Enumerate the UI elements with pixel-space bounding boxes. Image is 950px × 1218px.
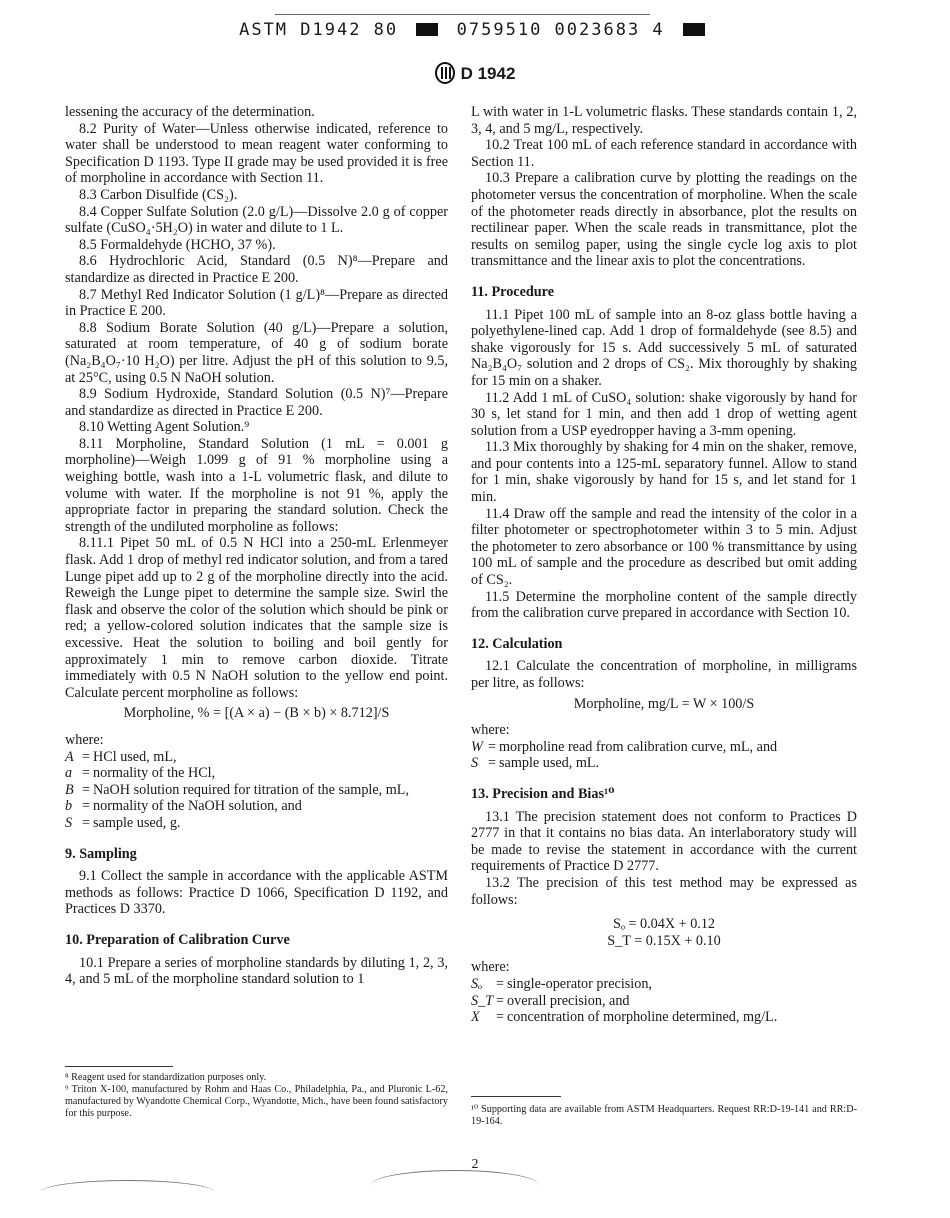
definition-list (471, 976, 857, 1026)
paragraph: lessening the accuracy of the determination. (65, 104, 315, 120)
definition-list (65, 749, 448, 832)
footnotes-right (471, 1104, 857, 1128)
heading-calculation: 12. Calculation (471, 635, 563, 652)
formula-morpholine-mgl: Morpholine, mg/L = W × 100/S (573, 695, 755, 712)
footnote-10: ¹⁰ Supporting data are available from ASTM Headquarters. Request RR:D-19-141 and RR:D-19-164. (471, 1104, 857, 1127)
scan-artifact-right (370, 1170, 540, 1201)
heading-calibration-curve: 10. Preparation of Calibration Curve (65, 931, 290, 948)
formula-single-operator: Sₒ = 0.04X + 0.12 (612, 916, 716, 933)
section-10-1: 10.1 Prepare a series of morpholine standards by diluting 1, 2, 3, 4, and 5 mL of the morpholine standard solution to 1 (65, 954, 448, 988)
definition-item: b = normality of the NaOH solution, and (65, 798, 302, 815)
definition-item: W = morpholine read from calibration curve, mL, and (471, 738, 778, 755)
definition-list (471, 739, 857, 772)
left-column (65, 104, 448, 988)
definition-item: S = sample used, g. (65, 814, 181, 831)
section-12-1: 12.1 Calculate the concentration of morpholine, in milligrams per litre, as follows: (471, 658, 857, 691)
section-10-3: 10.3 Prepare a calibration curve by plotting the readings on the photometer versus the concentration of morpholine. When the scale of the photometer reads directly in absorbance, plot the results on rectilinear paper. When the scale reads in transmittance, plot the results on semilog paper, using the single cycle log axis to plot transmittance and the linear axis to plot the concentrations. (471, 170, 857, 270)
heading-precision-bias: 13. Precision and Bias¹⁰ (471, 785, 615, 802)
formula-morpholine-percent: Morpholine, % = [(A × a) − (B × b) × 8.712]/S (123, 705, 390, 722)
code-left: ASTM D1942 80 (239, 20, 399, 40)
section-13-2: 13.2 The precision of this test method may be expressed as follows: (471, 874, 857, 908)
definition-item: B = NaOH solution required for titration of the sample, mL, (65, 781, 409, 798)
section-8-8: 8.8 Sodium Borate Solution (40 g/L)—Prepare a solution, saturated at room temperature, of 40 g of sodium borate (Na₂B₄O₇·10 H₂O) per litre. Adjust the pH of this solution to 9.5, at 25°C, using 0.5 N NaOH solution. (65, 319, 448, 386)
section-8-6: 8.6 Hydrochloric Acid, Standard (0.5 N)⁸—Prepare and standardize as directed in Practice E 200. (65, 253, 448, 286)
scan-artifact-left (40, 1180, 215, 1205)
section-11-3: 11.3 Mix thoroughly by shaking for 4 min on the shaker, remove, and pour contents into a 125-mL separatory funnel. Allow to stand for 1 min, shake vigorously by hand for 15 s, and let stand for 1 min. (471, 439, 857, 506)
designation-text: D 1942 (460, 64, 516, 83)
section-9-1: 9.1 Collect the sample in accordance with the applicable ASTM methods as follows: Practice D 1066, Specification D 1192, and Practices D 3370. (65, 868, 448, 918)
section-8-5: 8.5 Formaldehyde (HCHO, 37 %). (79, 236, 276, 253)
definition-item: Sₒ = single-operator precision, (471, 975, 652, 992)
section-8-7: 8.7 Methyl Red Indicator Solution (1 g/L)⁸—Prepare as directed in Practice E 200. (65, 286, 448, 320)
footnote-9: ⁹ Triton X-100, manufactured by Rohm and Haas Co., Philadelphia, Pa., and Pluronic L-62, manufactured by Wyandotte Chemical Corp., Wyandotte, Mich., have been found satisfactory for this purpose. (65, 1084, 448, 1119)
definition-item: A = HCl used, mL, (65, 748, 177, 765)
section-13-1: 13.1 The precision statement does not conform to Practices D 2777 in that it contains no bias data. An interlaboratory study will be made to revise the statement in accordance with the current requirements of Practice D 2777. (471, 808, 857, 875)
page-number: 2 (471, 1157, 479, 1172)
heading-procedure: 11. Procedure (471, 283, 555, 300)
definition-item: S_T = overall precision, and (471, 992, 630, 1009)
heading-sampling: 9. Sampling (65, 845, 137, 862)
precision-formulas (471, 916, 857, 949)
astm-logo-icon (435, 62, 455, 84)
where-label: where: (471, 722, 510, 739)
black-block-mark (416, 23, 438, 36)
where-label: where: (471, 959, 510, 976)
section-11-4: 11.4 Draw off the sample and read the intensity of the color in a filter photometer or spectrophotometer within 3 to 5 min. Adjust the photometer to zero absorbance or 100 % transmittance by using 100 mL of sample and the procedure as described but omit adding of CS₂. (471, 505, 857, 589)
black-block-mark (683, 23, 705, 36)
paragraph: L with water in 1-L volumetric flasks. These standards contain 1, 2, 3, 4, and 5 mg/L, respectively. (471, 104, 857, 137)
formula-overall: S_T = 0.15X + 0.10 (607, 932, 721, 949)
section-11-1: 11.1 Pipet 100 mL of sample into an 8-oz glass bottle having a polyethylene-lined cap. Add 1 drop of formaldehyde (see 8.5) and shake vigorously for 15 s. Add successively 5 mL of saturated Na₂B₄O₇ solution and 2 drops of CS₂. Mix thoroughly by shaking for 15 min on a shaker. (471, 306, 857, 389)
section-8-2: 8.2 Purity of Water—Unless otherwise indicated, reference to water shall be understood to mean reagent water conforming to Specification D 1193. Type II grade may be used provided it is free of morpholine in accordance with Section 11. (65, 120, 448, 187)
footnote-8: ⁸ Reagent used for standardization purposes only. (65, 1072, 267, 1083)
code-right: 0759510 0023683 4 (456, 20, 665, 40)
definition-item: a = normality of the HCl, (65, 765, 216, 782)
section-8-4: 8.4 Copper Sulfate Solution (2.0 g/L)—Dissolve 2.0 g of copper sulfate (CuSO₄·5H₂O) in water and dilute to 1 L. (65, 203, 448, 237)
definition-item: S = sample used, mL. (471, 755, 600, 772)
standard-designation (0, 62, 950, 84)
definition-item: X = concentration of morpholine determined, mg/L. (471, 1009, 778, 1026)
section-8-9: 8.9 Sodium Hydroxide, Standard Solution (0.5 N)⁷—Prepare and standardize as directed in Practice E 200. (65, 386, 448, 419)
right-column (471, 104, 857, 1026)
section-8-3: 8.3 Carbon Disulfide (CS₂). (79, 186, 238, 203)
section-11-2: 11.2 Add 1 mL of CuSO₄ solution: shake vigorously by hand for 30 s, let stand for 1 min, and then add 1 drop of wetting agent solution from a USP eyedropper having a 3-mm opening. (471, 389, 857, 439)
section-8-10: 8.10 Wetting Agent Solution.⁹ (79, 419, 250, 436)
section-8-11: 8.11 Morpholine, Standard Solution (1 mL = 0.001 g morpholine)—Weigh 1.099 g of 91 % morpholine using a weighing bottle, wash into a 1-L volumetric flask, and dilute to volume with water. If the morpholine is not 91 %, apply the appropriate factor in preparing the standard solution. Check the strength of the undiluted morpholine as follows: (65, 435, 448, 535)
footnotes-left (65, 1072, 448, 1120)
section-11-5: 11.5 Determine the morpholine content of the sample directly from the calibration curve prepared in accordance with Section 10. (471, 588, 857, 622)
footnote-rule-left (65, 1066, 173, 1067)
section-10-2: 10.2 Treat 100 mL of each reference standard in accordance with Section 11. (471, 137, 857, 170)
where-label: where: (65, 731, 104, 748)
top-rule (275, 14, 650, 15)
document-code-header (0, 20, 950, 40)
footnote-rule-right (471, 1096, 561, 1097)
section-8-11-1: 8.11.1 Pipet 50 mL of 0.5 N HCl into a 250-mL Erlenmeyer flask. Add 1 drop of methyl red indicator solution, and from a tared Lunge pipet add up to 2 g of the morpholine directly into the acid. Reweigh the Lunge pipet to determine the sample size. Swirl the flask and observe the color of the solution which should be pink or red; a yellow-colored solution indicates that the sample size is excessive. Heat the solution to boiling and boil gently for approximately 1 min to remove carbon dioxide. Titrate immediately with 0.5 N NaOH solution to the yellow end point. Calculate percent morpholine as follows: (65, 535, 448, 701)
